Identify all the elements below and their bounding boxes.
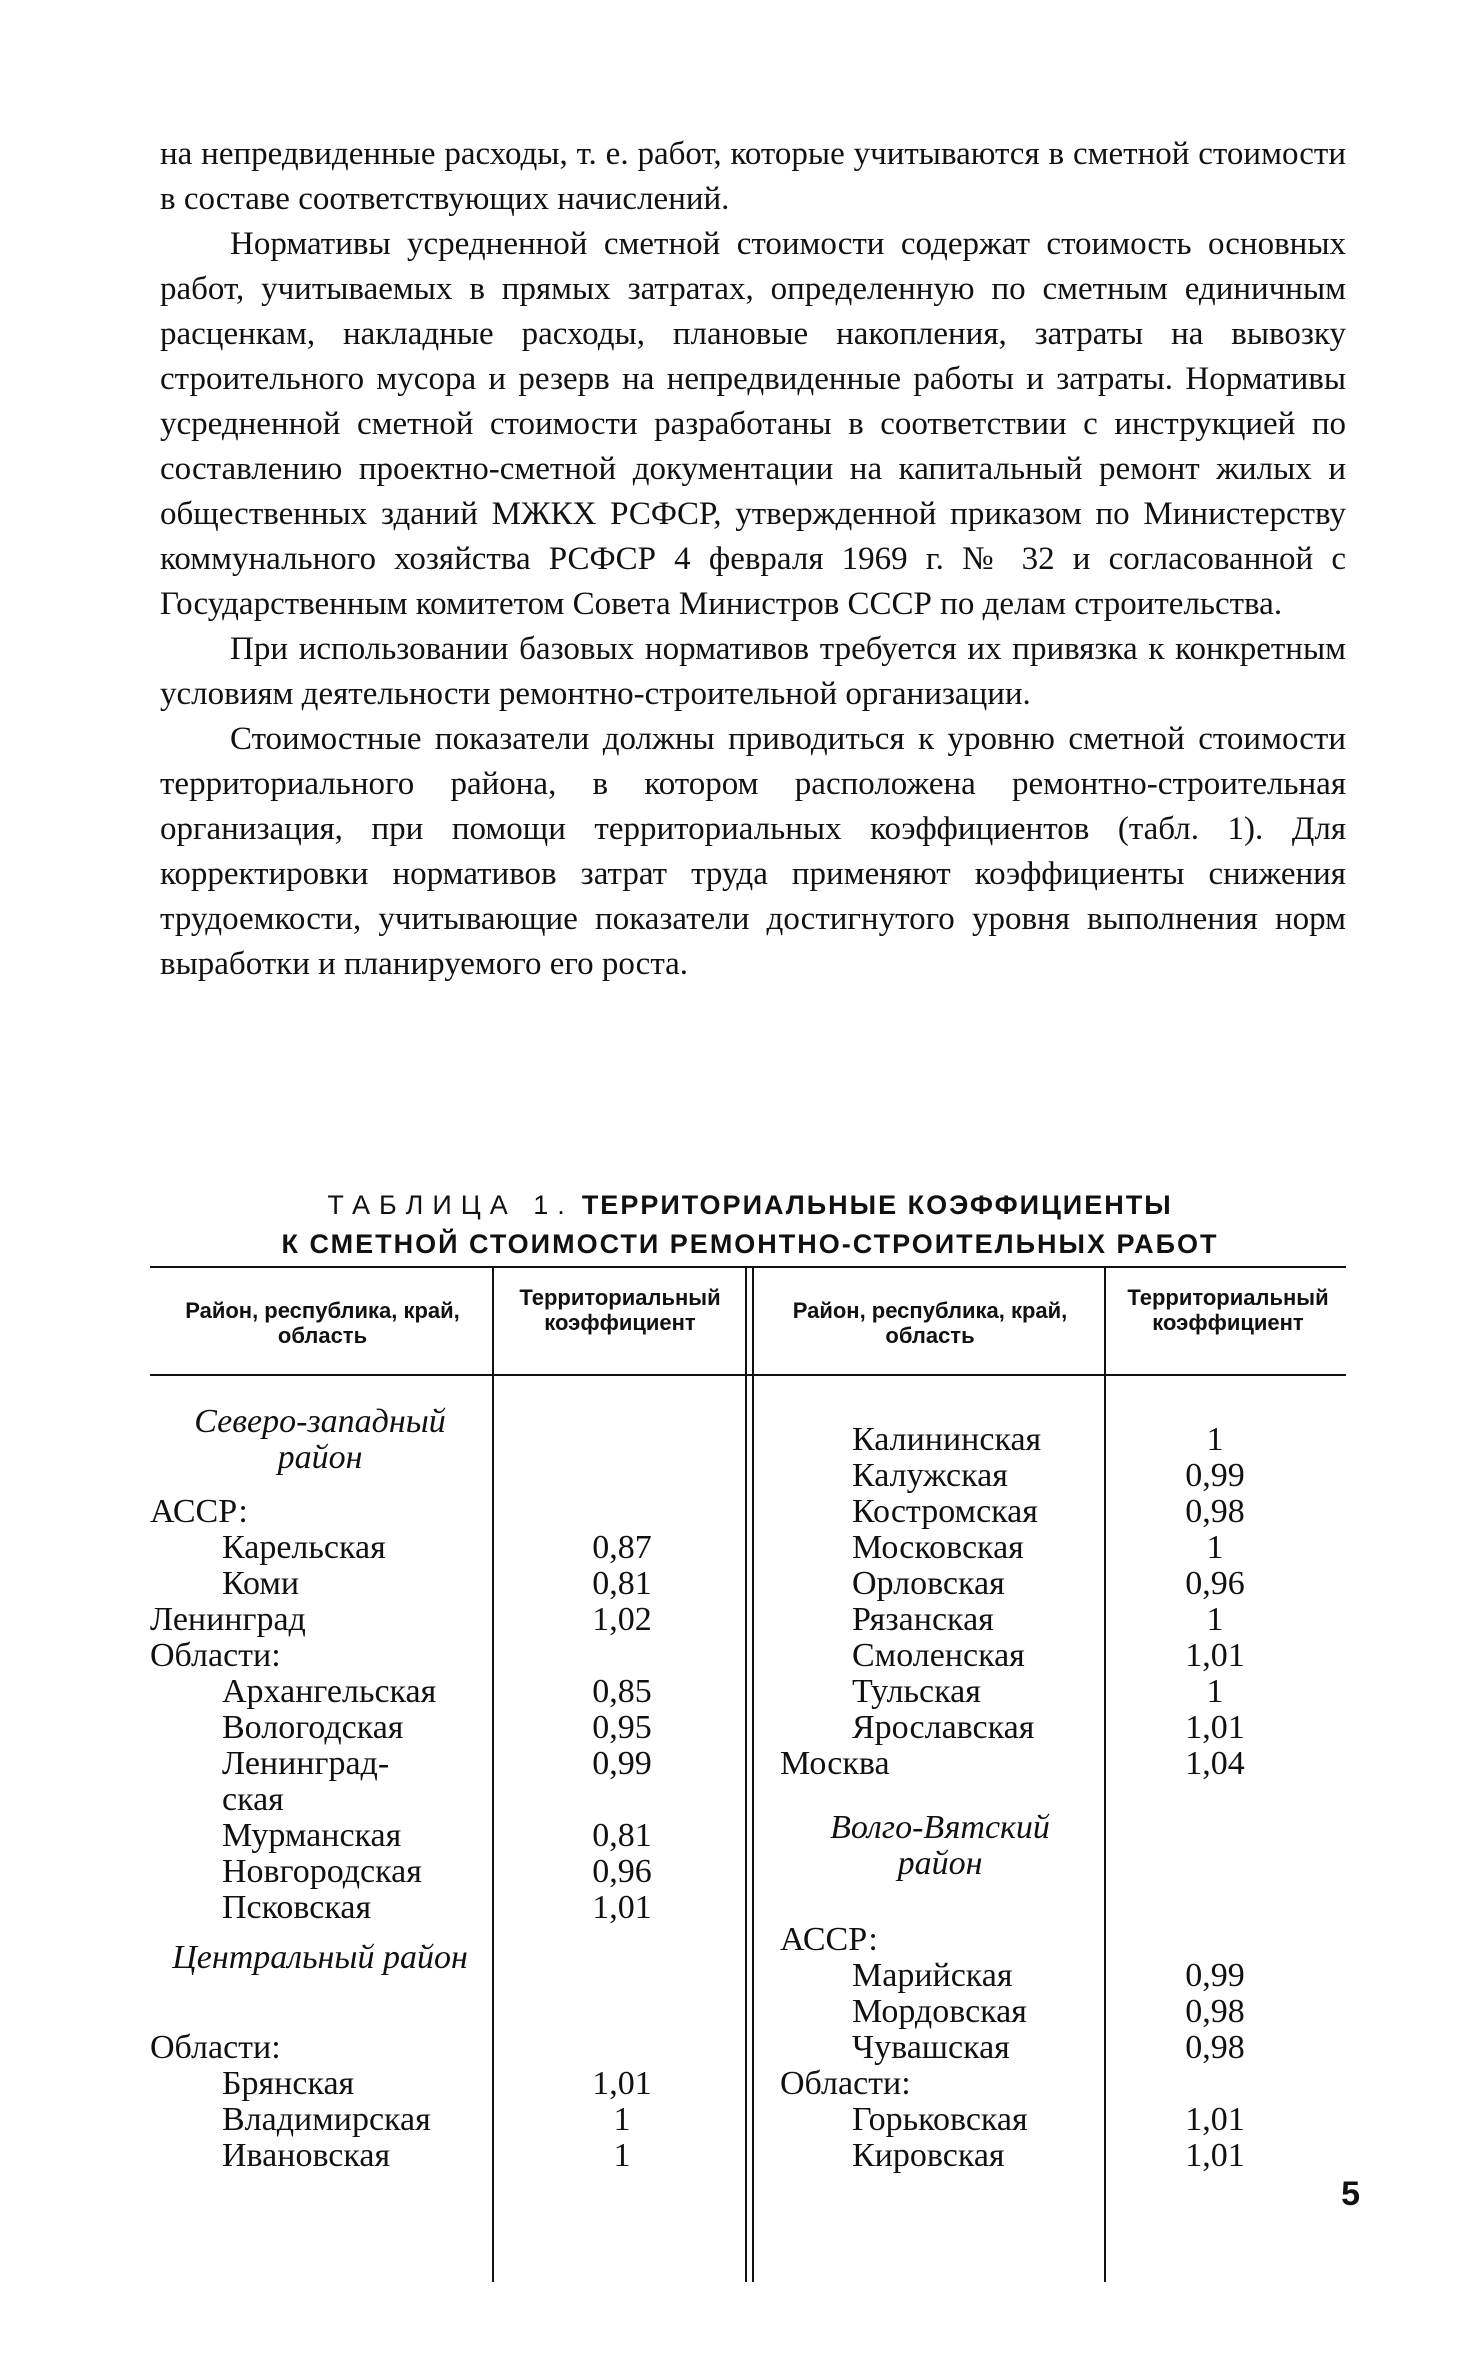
row-region-name: Архангельская [222, 1673, 437, 1710]
page-number: 5 [1341, 2175, 1360, 2213]
header-region-left: Район, республика, край, область [185, 1298, 460, 1348]
row-region-name: Мордовская [852, 1993, 1027, 2030]
row-region-name: Ленинград [150, 1601, 306, 1638]
row-coefficient: 1 [1206, 1421, 1224, 1458]
row-region-name: Мурманская [222, 1817, 402, 1854]
row-coefficient: 0,99 [1185, 1957, 1245, 1994]
row-region-name: Псковская [222, 1889, 372, 1926]
table-number: ТАБЛИЦА 1. [327, 1190, 574, 1220]
subgroup-oblasti: Области: [150, 2029, 281, 2066]
header-coef-left: Территориальный коэффициент [519, 1285, 721, 1335]
table-header-rule [150, 1374, 1346, 1376]
table-title-line-1 [150, 1186, 1350, 1225]
row-region-name: Москва [780, 1745, 890, 1782]
row-region-name-cont: ская [222, 1781, 284, 1818]
row-region-name: Кировская [852, 2137, 1005, 2174]
row-coefficient: 1,01 [1185, 1709, 1245, 1746]
row-region-name: Ярославская [852, 1709, 1035, 1746]
paragraph-norms: Нормативы усредненной сметной стоимости содержат стоимость основных работ, учитываемых в прямых затратах, определенную по сметным единичным расценкам, накладные расходы, плановые накопления, затраты на вывозку строительного мусора и резерв на непредвиденные работы и затраты. Нормативы усредненной сметной стоимости разработаны в соответствии с инструкцией по составлению проектно-сметной документации на капитальный ремонт жилых и общественных зданий МЖКХ РСФСР, утвержденной приказом по Министерству коммунального хозяйства РСФСР 4 февраля 1969 г. № 32 и согласованной с Государственным комитетом Совета Министров СССР по делам строительства. [160, 226, 1346, 622]
paragraph-base-norms: При использовании базовых нормативов требуется их привязка к конкретным условиям деятельности ремонтно-строительной организации. [160, 631, 1346, 712]
row-coefficient: 0,96 [1185, 1565, 1245, 1602]
row-coefficient: 1,01 [592, 2065, 652, 2102]
row-coefficient: 0,81 [592, 1565, 652, 1602]
row-coefficient: 1,02 [592, 1601, 652, 1638]
row-coefficient: 0,98 [1185, 2029, 1245, 2066]
row-coefficient: 0,95 [592, 1709, 652, 1746]
row-coefficient: 1 [1206, 1601, 1224, 1638]
paragraph-cost-indicators: Стоимостные показатели должны приводиться к уровню сметной стоимости территориального района, в котором расположена ремонтно-строительная организация, при помощи территориальных коэффициентов (табл. 1). Для корректировки нормативов затрат труда применяют коэффициенты снижения трудоемкости, учитывающие показатели достигнутого уровня выполнения норм выработки и планируемого его роста. [160, 721, 1346, 982]
row-coefficient: 0,99 [1185, 1457, 1245, 1494]
row-region-name: Карельская [222, 1529, 386, 1566]
paragraph-continuation: на непредвиденные расходы, т. е. работ, которые учитываются в сметной стоимости в составе соответствующих начислений. [160, 136, 1346, 217]
row-coefficient: 0,98 [1185, 1493, 1245, 1530]
subgroup-oblasti: Области: [780, 2065, 911, 2102]
table-top-rule [150, 1266, 1346, 1268]
row-region-name: Костромская [852, 1493, 1038, 1530]
row-region-name: Владимирская [222, 2101, 431, 2138]
group-central-region: Центральный район [172, 1939, 468, 1976]
row-coefficient: 1,04 [1185, 1745, 1245, 1782]
row-coefficient: 0,87 [592, 1529, 652, 1566]
row-region-name: Чувашская [852, 2029, 1010, 2066]
group-volga-vyatka-region: Волго-Вятский район [830, 1809, 1050, 1882]
row-region-name: Новгородская [222, 1853, 422, 1890]
row-region-name: Горьковская [852, 2101, 1028, 2138]
row-region-name: Марийская [852, 1957, 1013, 1994]
row-region-name: Тульская [852, 1673, 981, 1710]
row-region-name: Брянская [222, 2065, 355, 2102]
column-divider [492, 1268, 494, 2282]
group-northwest-region: Северо-западный район [194, 1403, 446, 1476]
row-region-name: Ивановская [222, 2137, 391, 2174]
subgroup-assr: АССР: [150, 1493, 248, 1530]
body-text [160, 132, 1346, 987]
row-coefficient: 1,01 [1185, 2101, 1245, 2138]
row-region-name: Коми [222, 1565, 300, 1602]
row-coefficient: 1,01 [1185, 2137, 1245, 2174]
table-title [150, 1186, 1350, 1264]
row-coefficient: 0,98 [1185, 1993, 1245, 2030]
subgroup-oblasti: Области: [150, 1637, 281, 1674]
row-region-name: Ленинград- [222, 1745, 390, 1782]
row-coefficient: 0,96 [592, 1853, 652, 1890]
row-coefficient: 1 [613, 2101, 631, 2138]
column-divider [1104, 1268, 1106, 2282]
row-coefficient: 0,85 [592, 1673, 652, 1710]
table-title-line-2: К СМЕТНОЙ СТОИМОСТИ РЕМОНТНО-СТРОИТЕЛЬНЫХ РАБОТ [281, 1229, 1219, 1259]
row-region-name: Калужская [852, 1457, 1008, 1494]
column-divider-double-a [745, 1268, 747, 2282]
row-region-name: Орловская [852, 1565, 1005, 1602]
subgroup-assr: АССР: [780, 1921, 878, 1958]
row-region-name: Московская [852, 1529, 1024, 1566]
header-region-right: Район, республика, край, область [792, 1298, 1068, 1348]
row-coefficient: 1,01 [592, 1889, 652, 1926]
table-title-main: ТЕРРИТОРИАЛЬНЫЕ КОЭФФИЦИЕНТЫ [581, 1190, 1173, 1220]
row-region-name: Рязанская [852, 1601, 994, 1638]
row-coefficient: 1 [1206, 1673, 1224, 1710]
row-coefficient: 1 [613, 2137, 631, 2174]
row-coefficient: 1 [1206, 1529, 1224, 1566]
column-divider-double-b [752, 1268, 754, 2282]
row-coefficient: 0,81 [592, 1817, 652, 1854]
row-coefficient: 0,99 [592, 1745, 652, 1782]
row-region-name: Вологодская [222, 1709, 404, 1746]
row-region-name: Калининская [852, 1421, 1042, 1458]
header-coef-right: Территориальный коэффициент [1127, 1285, 1329, 1335]
row-region-name: Смоленская [852, 1637, 1025, 1674]
row-coefficient: 1,01 [1185, 1637, 1245, 1674]
